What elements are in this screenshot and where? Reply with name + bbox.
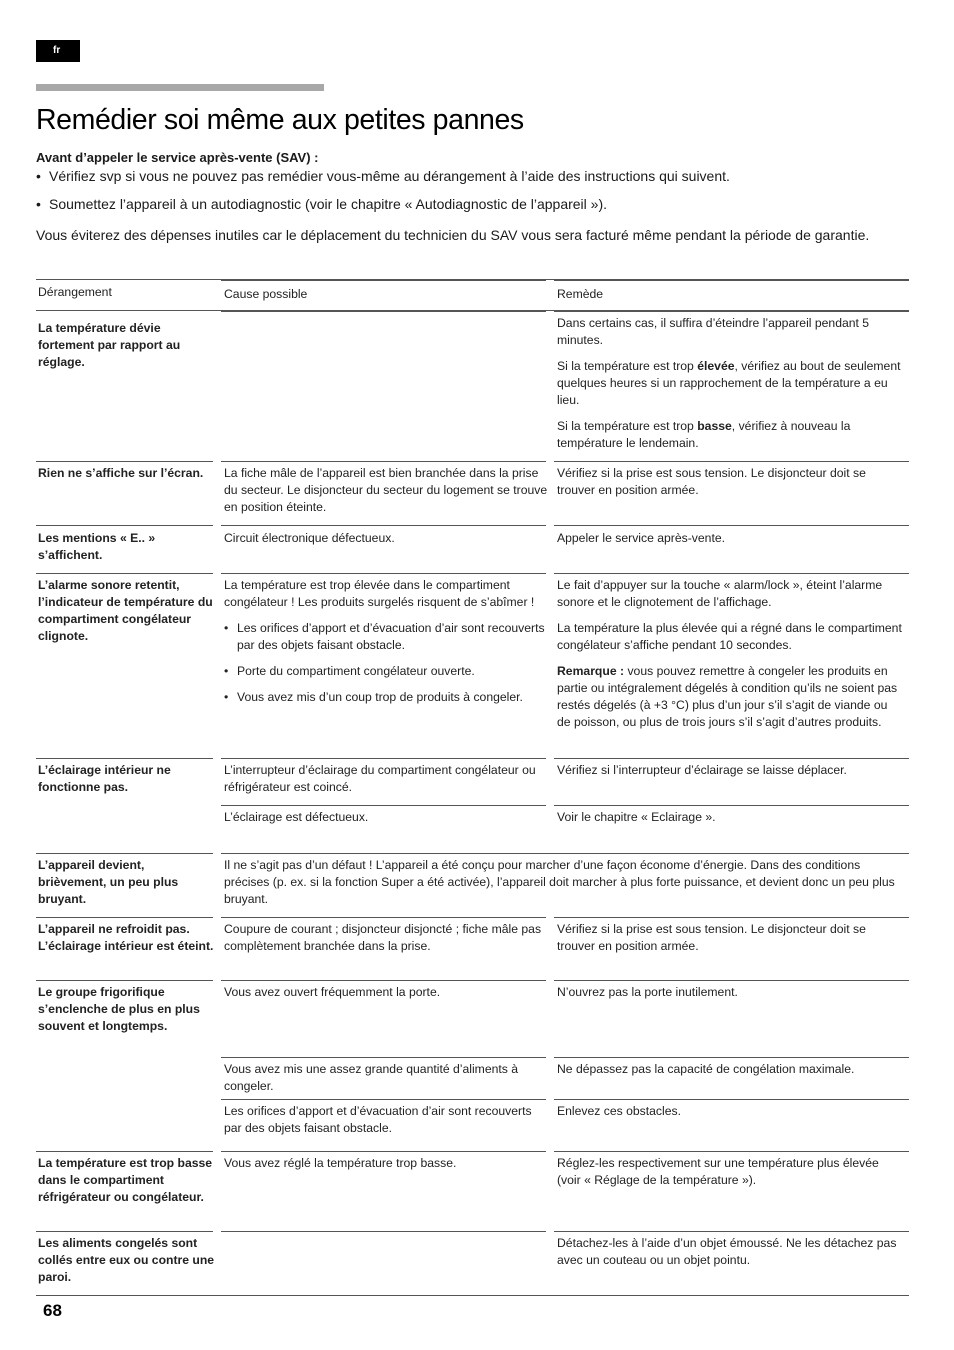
intro-heading: Avant d’appeler le service après-vente (SAV) :: [36, 150, 319, 165]
remedy-cell: Voir le chapitre « Eclairage ».: [554, 805, 909, 837]
cause-cell: Vous avez ouvert fréquemment la porte.: [221, 980, 554, 1057]
remedy-cell: [554, 573, 909, 740]
header-remedy: Remède: [554, 280, 909, 310]
problem-cell: L’appareil devient, brièvement, un peu plus bruyant.: [38, 858, 179, 906]
header-cause: Cause possible: [221, 280, 554, 310]
cause-bullet: • Les orifices d’apport et d’évacuation d’air sont recouverts par des objets faisant obstacle.: [224, 620, 550, 654]
table-row: [36, 853, 909, 917]
cause-cell: Vous avez réglé la température trop basse.: [221, 1151, 554, 1198]
table-row: [36, 1231, 909, 1295]
table-row: [36, 758, 909, 853]
page-title: Remédier soi même aux petites pannes: [36, 104, 524, 136]
intro-section: [36, 149, 896, 244]
cause-bullet: • Vous avez mis d’un coup trop de produits à congeler.: [224, 689, 550, 706]
remedy-cell: Vérifiez si la prise est sous tension. Le disjoncteur doit se trouver en position armée.: [554, 917, 909, 964]
troubleshooting-table: [36, 279, 909, 1296]
table-row: [36, 1151, 909, 1231]
remedy-text: Si la température est trop basse, vérifiez à nouveau la température le lendemain.: [557, 419, 851, 450]
problem-cell: Les aliments congelés sont collés entre eux ou contre une paroi.: [38, 1236, 215, 1284]
problem-cell: La température est trop basse dans le compartiment réfrigérateur ou congélateur.: [38, 1156, 213, 1204]
problem-cell: L’appareil ne refroidit pas. L’éclairage intérieur est éteint.: [38, 922, 214, 953]
table-row: [36, 525, 909, 573]
remedy-cell: N’ouvrez pas la porte inutilement.: [554, 980, 909, 1057]
remedy-cell: Appeler le service après-vente.: [554, 525, 909, 556]
remedy-cell: Réglez-les respectivement sur une température plus élevée (voir « Réglage de la température »).: [554, 1151, 909, 1198]
problem-cell: L’éclairage intérieur ne fonctionne pas.: [38, 763, 171, 794]
intro-note: Vous éviterez des dépenses inutiles car le déplacement du technicien du SAV vous sera facturé même pendant la période de garantie.: [36, 227, 870, 243]
table-row: [36, 461, 909, 525]
remedy-cell: [554, 311, 909, 461]
header-problem: Dérangement: [38, 285, 112, 299]
table-bottom-rule: [36, 1295, 909, 1296]
combined-cell: Il ne s’agit pas d’un défaut ! L’appareil a été conçu pour marcher d’une façon économe d’énergie. Dans des conditions précises (p. ex. si la fonction Super a été activée), l’appareil doit marcher à plus forte puissance, et devient donc un peu plus bruyant.: [221, 853, 909, 917]
remedy-text: Remarque : vous pouvez remettre à congeler les produits en partie ou intégralement dégelés à condition qu’ils ne soient pas restés dégelés (à +3 °C) plus d’un jour s’il s’agit de viande ou de poisson, ou plus de trois jours s’il s’agit d’autres produits.: [557, 664, 898, 729]
remedy-text: Si la température est trop élevée, vérifiez au bout de seulement quelques heures si un rapprochement de la température a eu lieu.: [557, 359, 901, 407]
intro-bullet: • Vérifiez svp si vous ne pouvez pas remédier vous-même au dérangement à l’aide des instructions qui suivent.: [36, 168, 896, 185]
remedy-text: La température la plus élevée qui a régné dans le compartiment congélateur s’affiche pendant 10 secondes.: [557, 621, 902, 652]
cause-bullet: • Porte du compartiment congélateur ouverte.: [224, 663, 550, 680]
table-row: [36, 917, 909, 980]
cause-cell: La fiche mâle de l’appareil est bien branchée dans la prise du secteur. Le disjoncteur du secteur du logement se trouve en position éteinte.: [221, 461, 554, 525]
table-header: [36, 280, 909, 311]
remedy-text: Le fait d’appuyer sur la touche « alarm/lock », éteint l’alarme sonore et le clignotement de l’affichage.: [557, 578, 883, 609]
table-row: [36, 311, 909, 461]
remedy-text: Dans certains cas, il suffira d’éteindre l’appareil pendant 5 minutes.: [557, 316, 870, 347]
cause-cell: [221, 311, 554, 461]
problem-cell: L’alarme sonore retentit, l’indicateur de température du compartiment congélateur clignote.: [38, 578, 213, 643]
problem-cell: Les mentions « E.. » s’affichent.: [38, 531, 156, 562]
cause-cell: [221, 573, 554, 740]
table-row: [36, 980, 909, 1151]
header-rule: [36, 84, 324, 91]
remedy-cell: Vérifiez si la prise est sous tension. Le disjoncteur doit se trouver en position armée.: [554, 461, 909, 525]
remedy-cell: Ne dépassez pas la capacité de congélation maximale.: [554, 1057, 909, 1099]
problem-cell: Rien ne s’affiche sur l’écran.: [38, 466, 204, 480]
cause-cell: L’interrupteur d’éclairage du compartiment congélateur ou réfrigérateur est coincé.: [221, 758, 554, 805]
cause-text: La température est trop élevée dans le compartiment congélateur ! Les produits surgelés risquent de s’abîmer !: [224, 578, 535, 609]
remedy-cell: Vérifiez si l’interrupteur d’éclairage se laisse déplacer.: [554, 758, 909, 805]
cause-cell: L’éclairage est défectueux.: [221, 805, 554, 837]
language-badge: fr: [36, 40, 80, 62]
problem-cell: Le groupe frigorifique s’enclenche de plus en plus souvent et longtemps.: [38, 985, 200, 1033]
intro-bullet: • Soumettez l’appareil à un autodiagnostic (voir le chapitre « Autodiagnostic de l’appareil »).: [36, 196, 896, 213]
page-number: 68: [43, 1301, 62, 1320]
cause-cell: [221, 1231, 554, 1278]
remedy-cell: Détachez-les à l’aide d’un objet émoussé. Ne les détachez pas avec un couteau ou un objet pointu.: [554, 1231, 909, 1278]
remedy-cell: Enlevez ces obstacles.: [554, 1099, 909, 1141]
table-row: [36, 573, 909, 758]
problem-cell: La température dévie fortement par rapport au réglage.: [38, 321, 181, 369]
cause-cell: Les orifices d’apport et d’évacuation d’air sont recouverts par des objets faisant obstacle.: [221, 1099, 554, 1141]
cause-cell: Coupure de courant ; disjoncteur disjoncté ; fiche mâle pas complètement branchée dans la prise.: [221, 917, 554, 964]
cause-cell: Vous avez mis une assez grande quantité d’aliments à congeler.: [221, 1057, 554, 1099]
cause-cell: Circuit électronique défectueux.: [221, 525, 554, 556]
